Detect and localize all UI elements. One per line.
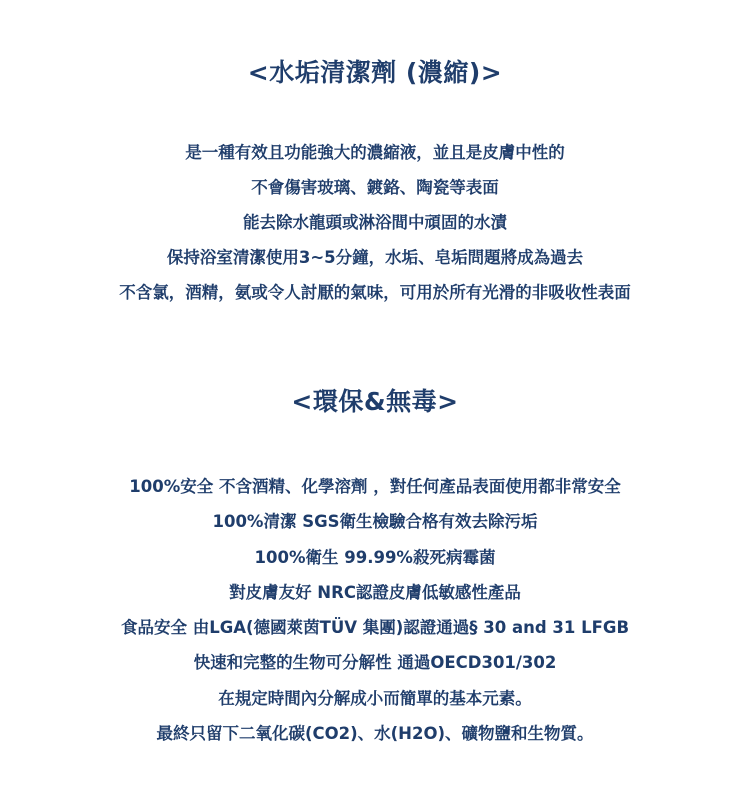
product-description-section <box>0 58 750 310</box>
eco-line: 在規定時間內分解成小而簡單的基本元素。 <box>218 688 532 708</box>
eco-line: 100%衛生 99.99%殺死病霉菌 <box>254 547 496 567</box>
eco-line: 最終只留下二氧化碳(CO2)、水(H2O)、礦物鹽和生物質。 <box>156 724 594 744</box>
eco-line: 快速和完整的生物可分解性 通過OECD301/302 <box>193 653 557 673</box>
description-lines <box>0 135 750 310</box>
section-heading-cleaner: <水垢清潔劑 (濃縮)> <box>247 58 503 87</box>
description-line: 不會傷害玻璃、鍍鉻、陶瓷等表面 <box>251 178 499 197</box>
eco-line: 食品安全 由LGA(德國萊茵TÜV 集團)認證通過§ 30 and 31 LFGB <box>120 618 630 638</box>
eco-safety-section <box>0 387 750 751</box>
description-line: 保持浴室清潔使用3~5分鐘，水垢、皂垢問題將成為過去 <box>166 248 584 267</box>
description-line: 是一種有效且功能強大的濃縮液，並且是皮膚中性的 <box>185 143 565 162</box>
description-line: 能去除水龍頭或淋浴間中頑固的水漬 <box>243 213 507 232</box>
section-heading-eco: <環保&無毒> <box>291 387 459 416</box>
eco-lines <box>0 469 750 751</box>
eco-line: 100%清潔 SGS衛生檢驗合格有效去除污垢 <box>212 512 538 532</box>
eco-line: 100%安全 不含酒精、化學溶劑 ，對任何產品表面使用都非常安全 <box>129 477 621 496</box>
eco-line: 對皮膚友好 NRC認證皮膚低敏感性產品 <box>229 582 521 602</box>
description-line: 不含氯，酒精，氨或令人討厭的氣味，可用於所有光滑的非吸收性表面 <box>119 283 631 302</box>
